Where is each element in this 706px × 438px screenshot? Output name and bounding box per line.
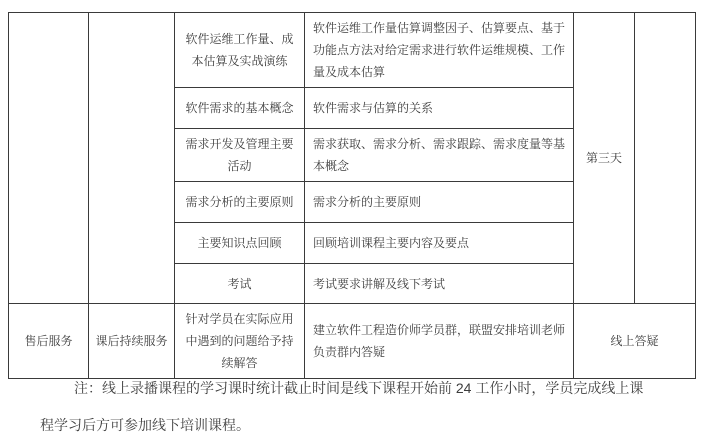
course-schedule-table xyxy=(8,12,696,379)
schedule-cell-empty xyxy=(635,13,696,304)
content-cell: 软件需求与估算的关系 xyxy=(305,88,574,129)
service-cell-empty xyxy=(89,13,175,304)
category-cell: 售后服务 xyxy=(9,304,89,379)
content-cell: 软件运维工作量估算调整因子、估算要点、基于功能点方法对给定需求进行软件运维规模、工作量及成本估算 xyxy=(305,13,574,88)
schedule-cell: 线上答疑 xyxy=(574,304,696,379)
content-cell: 考试要求讲解及线下考试 xyxy=(305,264,574,304)
topic-cell: 考试 xyxy=(175,264,305,304)
topic-cell: 软件需求的基本概念 xyxy=(175,88,305,129)
topic-cell: 软件运维工作量、成本估算及实战演练 xyxy=(175,13,305,88)
table-row xyxy=(9,13,696,88)
table-row-after-sales xyxy=(9,304,696,379)
service-cell: 课后持续服务 xyxy=(89,304,175,379)
footnote: 注：线上录播课程的学习课时统计截止时间是线下课程开始前 24 工作小时，学员完成线上课程学习后方可参加线下培训课程。 xyxy=(40,380,644,433)
topic-cell: 针对学员在实际应用中遇到的问题给予持续解答 xyxy=(175,304,305,379)
content-cell: 需求分析的主要原则 xyxy=(305,182,574,223)
content-cell: 建立软件工程造价师学员群，联盟安排培训老师负责群内答疑 xyxy=(305,304,574,379)
topic-cell: 需求分析的主要原则 xyxy=(175,182,305,223)
topic-cell: 需求开发及管理主要活动 xyxy=(175,129,305,182)
day-cell: 第三天 xyxy=(574,13,635,304)
topic-cell: 主要知识点回顾 xyxy=(175,223,305,264)
content-cell: 需求获取、需求分析、需求跟踪、需求度量等基本概念 xyxy=(305,129,574,182)
content-cell: 回顾培训课程主要内容及要点 xyxy=(305,223,574,264)
category-cell-empty xyxy=(9,13,89,304)
